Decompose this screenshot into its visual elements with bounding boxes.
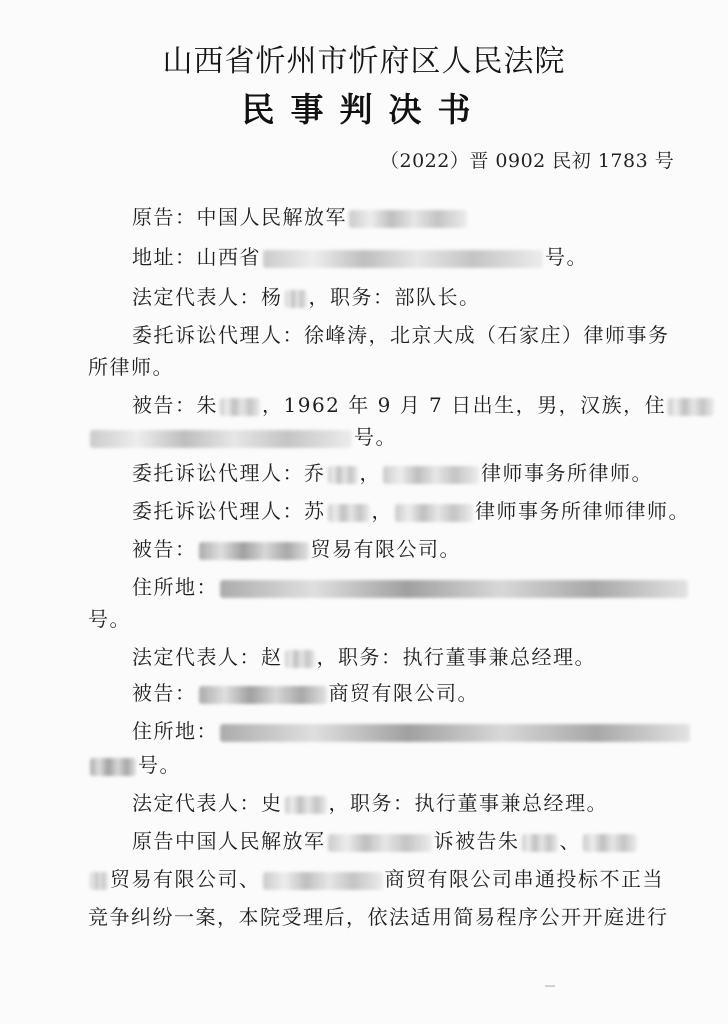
redacted-text — [383, 466, 479, 484]
defendant3-name: 商贸有限公司。 — [328, 681, 479, 705]
redacted-text — [328, 504, 370, 522]
body-text: 商贸有限公司串通投标不正当 — [384, 867, 664, 891]
redacted-text — [220, 398, 260, 416]
redacted-text — [90, 430, 352, 448]
agent2-line — [132, 460, 653, 486]
legal-rep2-label: 法定代表人：赵 — [132, 645, 283, 669]
residence-label-2: 住所地： — [132, 719, 218, 743]
agent3-comma: ， — [371, 499, 393, 523]
redacted-text — [395, 504, 473, 522]
redacted-text — [199, 686, 327, 704]
body-line-2 — [88, 866, 664, 892]
body-text: 、 — [559, 829, 581, 853]
defendant3-line — [132, 680, 479, 706]
scan-mark — [545, 985, 555, 987]
legal-rep3-label: 法定代表人：史 — [132, 791, 283, 815]
redacted-text — [522, 834, 558, 852]
defendant2-label: 被告： — [132, 537, 197, 561]
redacted-text — [90, 758, 136, 776]
legal-rep3-role: ，职务：执行董事兼总经理。 — [328, 791, 608, 815]
defendant3-address-line — [132, 718, 692, 744]
redacted-text — [220, 724, 690, 742]
legal-rep3-line — [132, 790, 608, 816]
defendant1-address-line — [88, 424, 397, 450]
address-label: 地址：山西省 — [132, 245, 261, 269]
agent-line-cont: 所律师。 — [88, 355, 174, 379]
legal-rep-line — [132, 284, 481, 310]
plaintiff-label: 原告：中国人民解放军 — [132, 205, 347, 229]
defendant1-label: 被告：朱 — [132, 393, 218, 417]
case-number: （2022）晋 0902 民初 1783 号 — [380, 150, 675, 172]
body-text: 原告中国人民解放军 — [132, 829, 326, 853]
legal-rep2-role: ，职务：执行董事兼总经理。 — [316, 645, 596, 669]
defendant2-name: 贸易有限公司。 — [310, 537, 461, 561]
body-line-1 — [132, 828, 639, 854]
redacted-text — [263, 872, 383, 890]
redacted-text — [285, 796, 327, 814]
defendant2-address-cont: 号。 — [88, 607, 131, 631]
plaintiff-address-line — [132, 244, 588, 270]
defendant1-address-suffix: 号。 — [354, 425, 397, 449]
redacted-text — [328, 834, 432, 852]
defendant2-address-line — [132, 574, 690, 600]
body-text: 诉被告朱 — [433, 829, 520, 853]
defendant1-info: ，1962 年 9 月 7 日出生，男，汉族，住 — [262, 393, 667, 417]
defendant2-line — [132, 536, 461, 562]
defendant3-address-suffix: 号。 — [138, 753, 181, 777]
legal-rep-role: ，职务：部队长。 — [308, 285, 481, 309]
agent3-firm: 律师事务所律师律师。 — [475, 499, 690, 523]
court-name: 山西省忻州市忻府区人民法院 — [162, 44, 566, 79]
redacted-text — [90, 872, 108, 890]
address-suffix: 号。 — [545, 245, 588, 269]
redacted-text — [263, 250, 543, 268]
agent2-comma: ， — [359, 461, 381, 485]
defendant3-address-cont — [88, 752, 181, 778]
redacted-text — [583, 834, 637, 852]
legal-rep2-line — [132, 644, 596, 670]
agent2-label: 委托诉讼代理人：乔 — [132, 461, 326, 485]
residence-label: 住所地： — [132, 575, 218, 599]
legal-rep-label: 法定代表人：杨 — [132, 285, 283, 309]
redacted-text — [328, 466, 358, 484]
redacted-text — [220, 580, 688, 598]
body-line-3: 竞争纠纷一案，本院受理后，依法适用简易程序公开开庭进行 — [88, 905, 669, 929]
redacted-text — [199, 542, 309, 560]
redacted-text — [285, 290, 307, 308]
agent2-firm: 律师事务所律师。 — [481, 461, 653, 485]
agent3-label: 委托诉讼代理人：苏 — [132, 499, 326, 523]
agent-line: 委托诉讼代理人：徐峰涛，北京大成（石家庄）律师事务 — [132, 323, 670, 347]
agent3-line — [132, 498, 690, 524]
document-title: 民事判决书 — [241, 90, 487, 129]
redacted-text — [349, 210, 467, 228]
defendant1-line — [132, 392, 716, 418]
plaintiff-line — [132, 204, 469, 230]
body-text: 贸易有限公司、 — [110, 867, 261, 891]
defendant3-label: 被告： — [132, 681, 197, 705]
redacted-text — [285, 650, 315, 668]
redacted-text — [668, 398, 714, 416]
